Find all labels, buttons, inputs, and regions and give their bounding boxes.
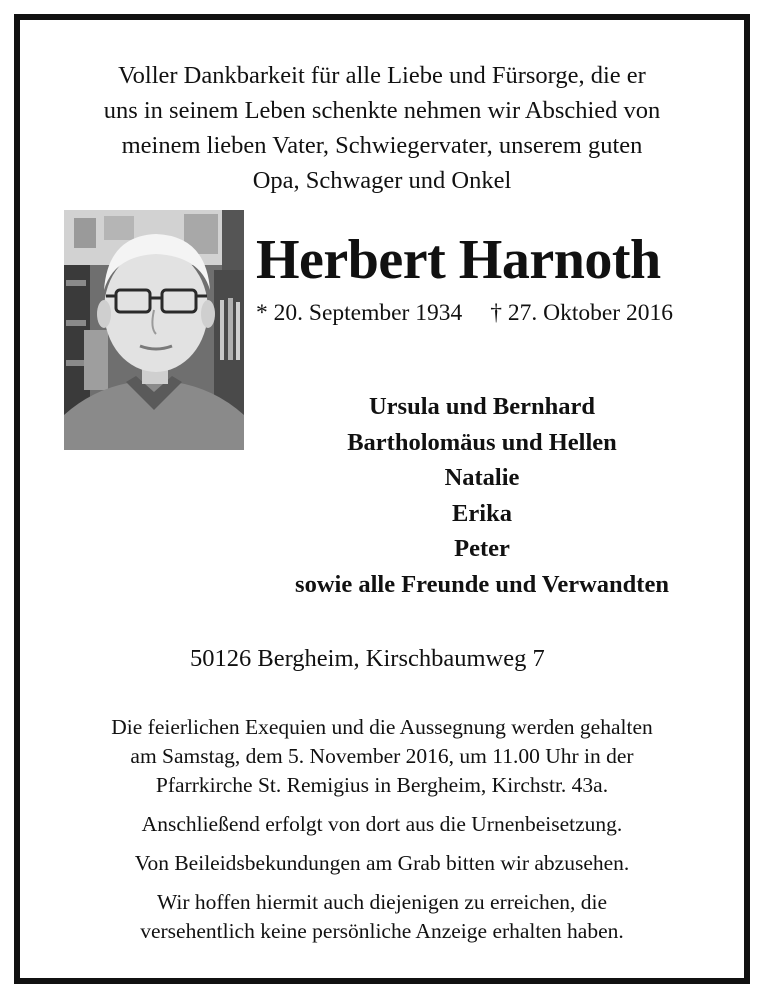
family-member: Natalie [444, 464, 520, 491]
family-member: Peter [454, 535, 510, 562]
burial-info: Anschließend erfolgt von dort aus die Urnenbeisetzung. [141, 812, 623, 836]
reach-info [40, 888, 724, 946]
family-member: sowie alle Freunde und Verwandten [295, 570, 669, 598]
deceased-name: Herbert Harnoth [256, 229, 661, 291]
death-date: † 27. Oktober 2016 [490, 300, 674, 326]
family-list [252, 389, 712, 602]
service-line: Pfarrkirche St. Remigius in Bergheim, Kirchstr. 43a. [155, 773, 609, 797]
service-info [40, 713, 724, 800]
intro-line: Voller Dankbarkeit für alle Liebe und Fürsorge, die er [118, 62, 646, 89]
family-member: Bartholomäus und Hellen [347, 428, 617, 456]
intro-line: Opa, Schwager und Onkel [252, 167, 512, 194]
intro-line: uns in seinem Leben schenkte nehmen wir Abschied von [103, 97, 661, 124]
service-line: am Samstag, dem 5. November 2016, um 11.00 Uhr in der [130, 744, 634, 768]
portrait-illustration [64, 210, 244, 450]
family-member: Erika [452, 499, 512, 527]
condolence-info: Von Beileidsbekundungen am Grab bitten wir abzusehen. [134, 851, 630, 875]
family-address: 50126 Bergheim, Kirschbaumweg 7 [190, 645, 545, 672]
reach-line: versehentlich keine persönliche Anzeige erhalten haben. [140, 919, 624, 943]
life-dates [256, 298, 673, 328]
obituary-frame [14, 14, 750, 984]
service-line: Die feierlichen Exequien und die Aussegnung werden gehalten [111, 715, 653, 739]
family-member: Ursula und Bernhard [368, 393, 595, 420]
birth-date: * 20. September 1934 [256, 300, 463, 326]
reach-line: Wir hoffen hiermit auch diejenigen zu erreichen, die [156, 890, 608, 914]
portrait-photo [64, 210, 244, 450]
intro-line: meinem lieben Vater, Schwiegervater, unserem guten [121, 132, 643, 159]
notes-section [40, 713, 724, 956]
intro-text [40, 58, 724, 198]
